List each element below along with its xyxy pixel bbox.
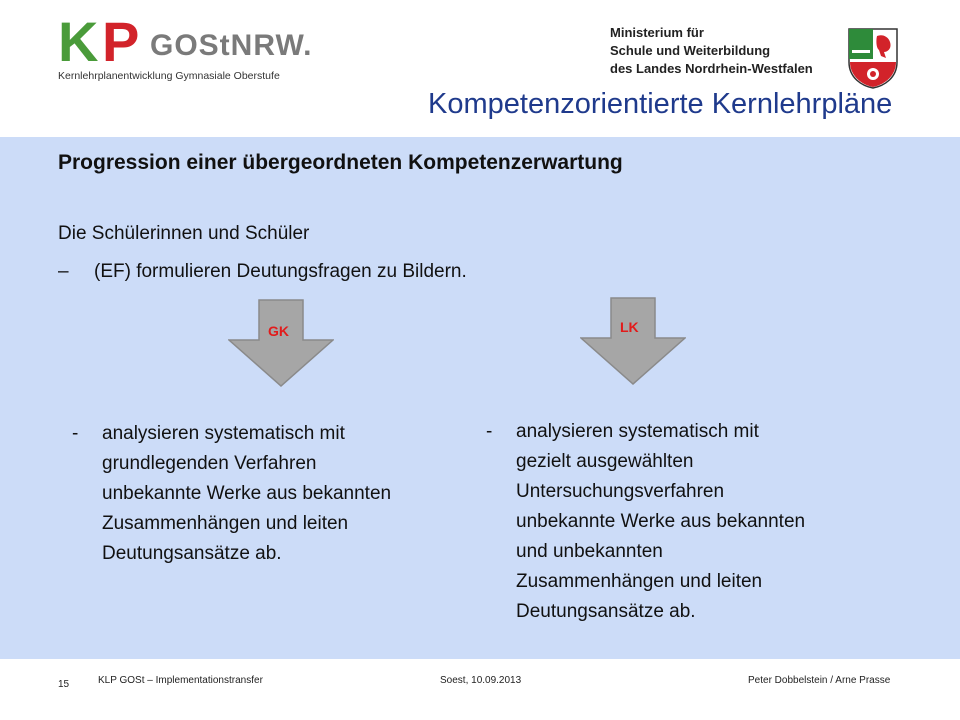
page-number: 15 xyxy=(58,679,70,690)
intro-text: Die Schülerinnen und Schüler xyxy=(58,223,310,244)
gk-competence-text xyxy=(72,419,391,569)
slide-footer xyxy=(0,659,960,720)
ministry-line-3: des Landes Nordrhein-Westfalen xyxy=(610,61,813,76)
lk-arrow-icon xyxy=(580,297,686,385)
slide-header xyxy=(0,0,960,136)
gk-line: Zusammenhängen und leiten xyxy=(102,513,349,534)
logo-letter-p: P xyxy=(102,10,140,73)
lk-label: LK xyxy=(620,319,639,335)
lk-competence-text xyxy=(486,417,805,627)
gk-line: analysieren systematisch mit xyxy=(102,423,345,444)
bullet-ef xyxy=(58,261,467,283)
logo-nrw-text: NRW. xyxy=(230,29,313,62)
logo-letters xyxy=(58,10,313,73)
bullet-dash: – xyxy=(58,261,69,282)
nrw-crest-icon xyxy=(846,26,900,90)
logo-letter-k: K xyxy=(58,10,99,73)
content-subtitle: Progression einer übergeordneten Kompetenzerwartung xyxy=(58,151,623,174)
lk-line: unbekannte Werke aus bekannten xyxy=(516,511,806,532)
lk-line: Deutungsansätze ab. xyxy=(516,601,696,622)
lk-line: Untersuchungsverfahren xyxy=(516,481,725,502)
footer-date: Soest, 10.09.2013 xyxy=(440,675,522,686)
ministry-line-2: Schule und Weiterbildung xyxy=(610,43,771,58)
slide-content xyxy=(0,137,960,659)
lk-line: analysieren systematisch mit xyxy=(516,421,759,442)
lk-line: gezielt ausgewählten xyxy=(516,451,694,472)
ministry-name xyxy=(610,24,813,78)
gk-arrow-icon xyxy=(228,299,334,387)
gk-line: unbekannte Werke aus bekannten xyxy=(102,483,392,504)
footer-authors: Peter Dobbelstein / Arne Prasse xyxy=(748,675,891,686)
gk-line: grundlegenden Verfahren xyxy=(102,453,317,474)
lk-lines xyxy=(516,417,805,627)
gk-dash: - xyxy=(72,423,79,444)
logo-subtitle: Kernlehrplanentwicklung Gymnasiale Oberstufe xyxy=(58,70,280,82)
slide-title: Kompetenzorientierte Kernlehrpläne xyxy=(428,88,893,120)
ministry-line-1: Ministerium für xyxy=(610,25,704,40)
klp-gost-nrw-logo xyxy=(58,10,313,84)
logo-gost-text: GOSt xyxy=(150,29,231,62)
footer-project: KLP GOSt – Implementationstransfer xyxy=(98,675,263,686)
bullet-text: (EF) formulieren Deutungsfragen zu Bildern. xyxy=(94,261,467,282)
gk-line: Deutungsansätze ab. xyxy=(102,543,282,564)
gk-lines xyxy=(102,419,391,569)
lk-line: und unbekannten xyxy=(516,541,663,562)
lk-dash: - xyxy=(486,421,493,442)
logo-gost-nrw xyxy=(150,30,312,62)
lk-line: Zusammenhängen und leiten xyxy=(516,571,763,592)
gk-label: GK xyxy=(268,323,289,339)
